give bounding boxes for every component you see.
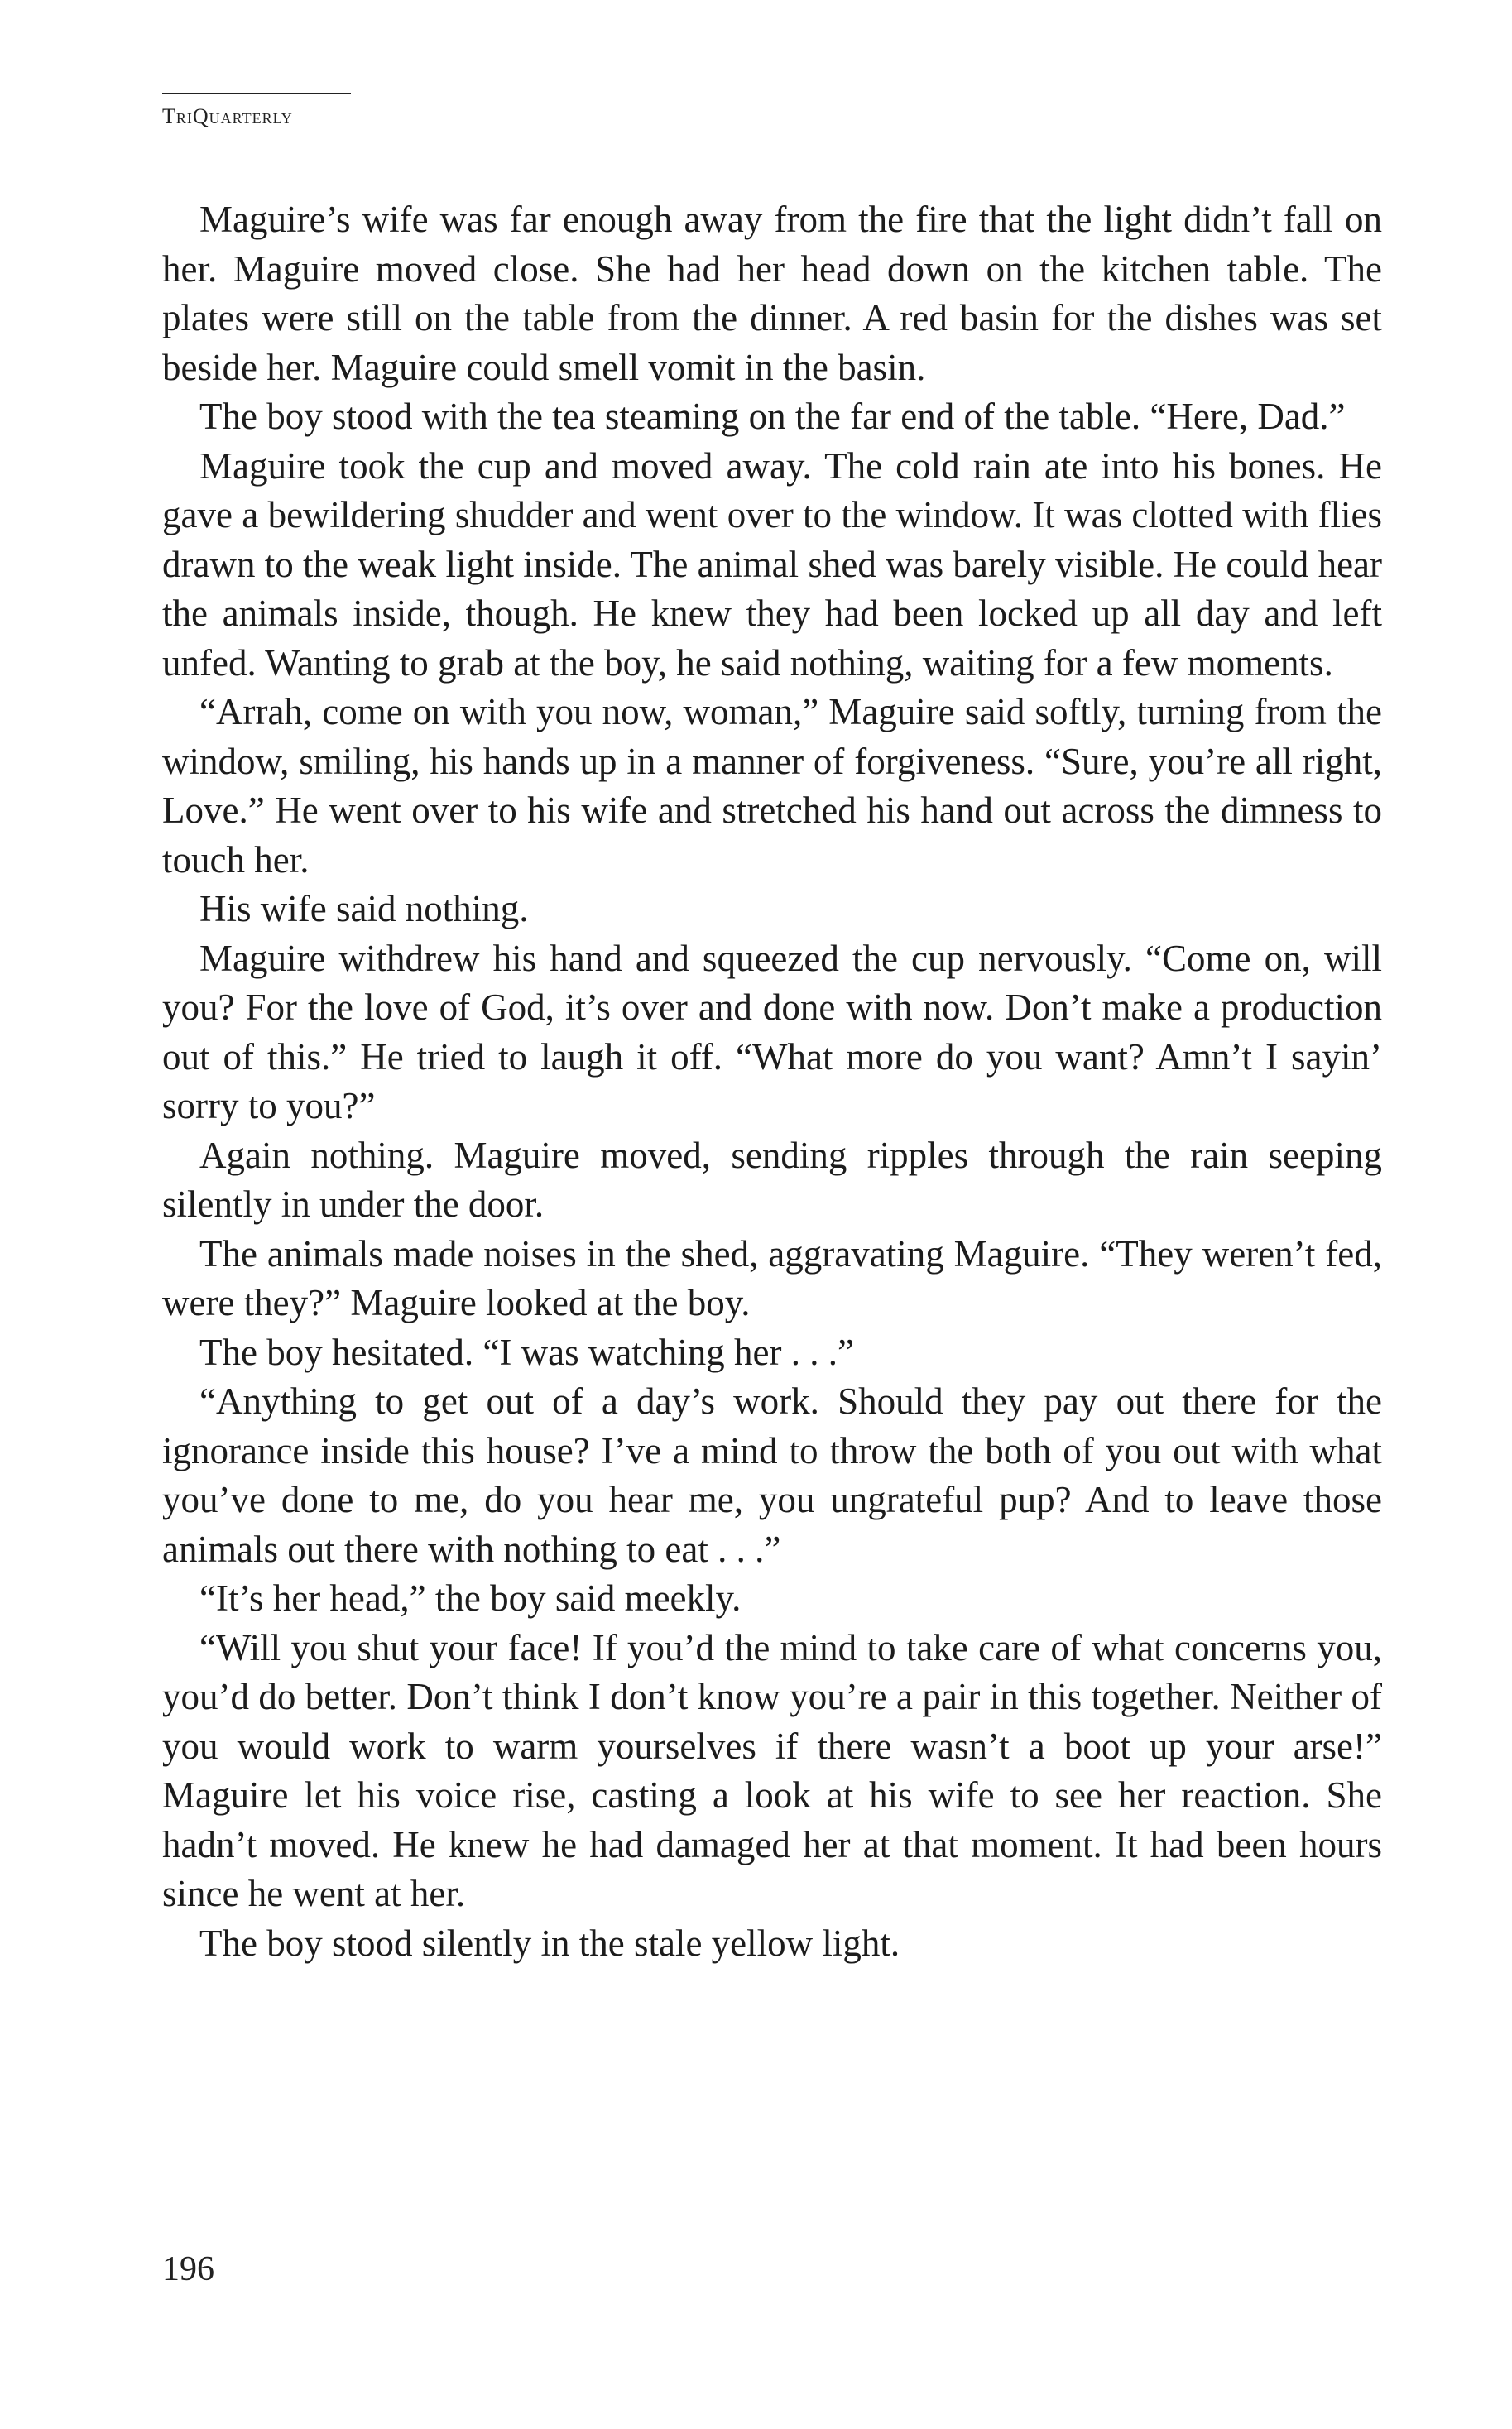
paragraph: The animals made noises in the shed, aggravating Maguire. “They weren’t fed, were they?” Maguire looked at the boy. — [162, 1232, 1382, 1323]
body-text — [162, 195, 1382, 1968]
paragraph: “Anything to get out of a day’s work. Should they pay out there for the ignorance inside this house? I’ve a mind to throw the both of you out with what you’ve done to me, do you hear me, you ungrateful pup? And to leave those animals out there with nothing to eat . . .” — [162, 1380, 1382, 1570]
paragraph: “Arrah, come on with you now, woman,” Maguire said softly, turning from the window, smiling, his hands up in a manner of forgiveness. “Sure, you’re all right, Love.” He went over to his wife and stretched his hand out across the dimness to touch her. — [162, 691, 1382, 881]
paragraph: “Will you shut your face! If you’d the mind to take care of what concerns you, you’d do better. Don’t think I don’t know you’re a pair in this together. Neither of you would work to warm yourselves if there wasn’t a boot up your arse!” Maguire let his voice rise, casting a look at his wife to see her reaction. She hadn’t moved. He knew he had damaged her at that moment. It had been hours since he went at her. — [162, 1626, 1382, 1914]
running-head: TriQuarterly — [162, 104, 293, 128]
paragraph: The boy stood silently in the stale yellow light. — [199, 1922, 900, 1964]
page-number: 196 — [162, 2250, 214, 2288]
paragraph: Again nothing. Maguire moved, sending ripples through the rain seeping silently in under the door. — [162, 1134, 1382, 1225]
paragraph: His wife said nothing. — [199, 888, 529, 929]
paragraph: Maguire’s wife was far enough away from the fire that the light didn’t fall on her. Maguire moved close. She had her head down on the kitchen table. The plates were still on the table from the dinner. A red basin for the dishes was set beside her. Maguire could smell vomit in the basin. — [162, 199, 1382, 388]
paragraph: The boy stood with the tea steaming on the far end of the table. “Here, Dad.” — [199, 396, 1346, 437]
paragraph: Maguire withdrew his hand and squeezed the cup nervously. “Come on, will you? For the love of God, it’s over and done with now. Don’t make a production out of this.” He tried to laugh it off. “What more do you want? Amn’t I sayin’ sorry to you?” — [162, 937, 1382, 1126]
header-rule — [162, 93, 351, 94]
paragraph: The boy hesitated. “I was watching her . . .” — [199, 1331, 854, 1373]
paragraph: “It’s her head,” the boy said meekly. — [199, 1577, 742, 1619]
paragraph: Maguire took the cup and moved away. The cold rain ate into his bones. He gave a bewildering shudder and went over to the window. It was clotted with flies drawn to the weak light inside. The animal shed was barely visible. He could hear the animals inside, though. He knew they had been locked up all day and left unfed. Wanting to grab at the boy, he said nothing, waiting for a few moments. — [162, 444, 1382, 684]
